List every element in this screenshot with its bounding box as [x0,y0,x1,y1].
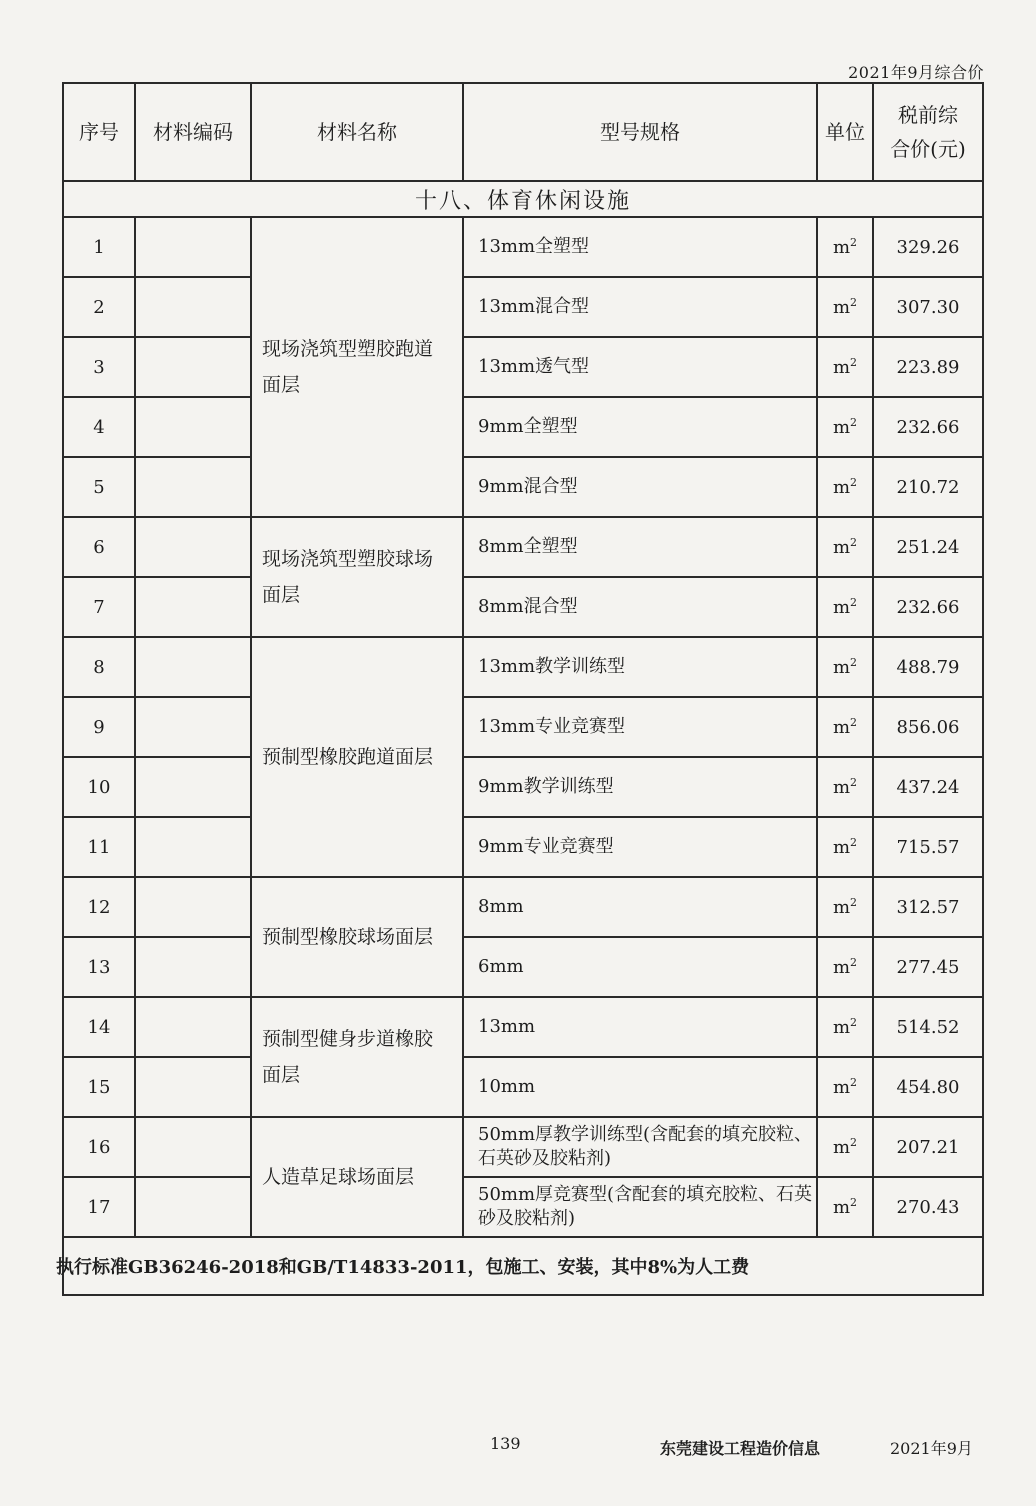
material-name-line2: 面层 [262,1064,301,1086]
row-seq: 12 [63,877,135,937]
unit-exponent: 2 [850,1136,858,1149]
row-spec: 13mm全塑型 [463,217,817,277]
row-material-code [135,1117,251,1177]
row-seq: 7 [63,577,135,637]
table-row [63,817,983,877]
row-seq: 13 [63,937,135,997]
col-header-price-line2: 合价(元) [890,137,966,161]
section-title-row [63,181,983,217]
row-unit [817,457,873,517]
unit-base: m [832,1137,851,1158]
note-row [63,1237,983,1295]
row-price: 207.21 [873,1117,983,1177]
unit-base: m [832,417,851,438]
row-spec: 8mm全塑型 [463,517,817,577]
unit-exponent: 2 [850,476,858,489]
unit-exponent: 2 [850,956,858,969]
row-seq: 2 [63,277,135,337]
row-material-code [135,1177,251,1237]
row-seq: 3 [63,337,135,397]
table-row [63,1117,983,1177]
row-unit [817,997,873,1057]
row-price: 856.06 [873,697,983,757]
standard-note: 执行标准GB36246-2018和GB/T14833-2011，包施工、安装，其中8%为人工费 [56,1257,750,1278]
footer-publication: 东莞建设工程造价信息 [660,1439,821,1458]
unit-base: m [832,297,851,318]
unit-base: m [832,537,851,558]
row-material-code [135,757,251,817]
row-material-name [251,877,463,997]
row-material-name [251,997,463,1117]
row-price: 454.80 [873,1057,983,1117]
row-price: 223.89 [873,337,983,397]
unit-base: m [832,657,851,678]
table-row [63,217,983,277]
row-unit [817,277,873,337]
material-name-line2: 面层 [262,374,301,396]
row-price: 210.72 [873,457,983,517]
row-price: 715.57 [873,817,983,877]
row-price: 277.45 [873,937,983,997]
table-row [63,577,983,637]
row-material-code [135,817,251,877]
table-row [63,457,983,517]
unit-exponent: 2 [850,656,858,669]
unit-base: m [832,1077,851,1098]
unit-base: m [832,477,851,498]
table-row [63,637,983,697]
row-seq: 11 [63,817,135,877]
unit-exponent: 2 [850,836,858,849]
row-material-name [251,637,463,877]
table-row [63,1177,983,1237]
row-material-code [135,517,251,577]
row-unit [817,397,873,457]
row-seq: 4 [63,397,135,457]
row-seq: 5 [63,457,135,517]
table-header-row [63,83,983,181]
unit-exponent: 2 [850,1196,858,1209]
unit-base: m [832,717,851,738]
row-spec: 9mm混合型 [463,457,817,517]
material-name-line1: 现场浇筑型塑胶跑道 [262,338,434,360]
table-row [63,1057,983,1117]
row-price: 232.66 [873,397,983,457]
table-row [63,997,983,1057]
unit-exponent: 2 [850,1076,858,1089]
material-name-line1: 预制型健身步道橡胶 [262,1028,434,1050]
unit-exponent: 2 [850,416,858,429]
unit-base: m [832,897,851,918]
row-material-code [135,1057,251,1117]
footer-date: 2021年9月 [890,1439,973,1458]
unit-exponent: 2 [850,536,858,549]
row-spec: 8mm [463,877,817,937]
unit-base: m [832,1197,851,1218]
col-header-spec: 型号规格 [463,83,817,181]
material-name-line1: 预制型橡胶跑道面层 [262,746,434,768]
row-unit [817,517,873,577]
row-spec: 8mm混合型 [463,577,817,637]
row-material-code [135,337,251,397]
unit-exponent: 2 [850,716,858,729]
row-spec: 13mm混合型 [463,277,817,337]
table-row [63,337,983,397]
row-price: 232.66 [873,577,983,637]
table-row [63,277,983,337]
row-unit [817,937,873,997]
row-unit [817,337,873,397]
table-row [63,517,983,577]
row-material-code [135,637,251,697]
row-price: 270.43 [873,1177,983,1237]
row-material-code [135,277,251,337]
unit-base: m [832,597,851,618]
unit-base: m [832,957,851,978]
row-unit [817,1057,873,1117]
row-spec: 9mm教学训练型 [463,757,817,817]
row-material-code [135,937,251,997]
row-unit [817,757,873,817]
row-spec: 13mm教学训练型 [463,637,817,697]
row-seq: 17 [63,1177,135,1237]
row-unit [817,217,873,277]
material-name-line2: 面层 [262,584,301,606]
col-header-price [873,83,983,181]
col-header-price-line1: 税前综 [898,103,958,127]
row-spec: 13mm专业竞赛型 [463,697,817,757]
section-title: 十八、体育休闲设施 [63,181,983,217]
unit-exponent: 2 [850,296,858,309]
row-spec: 9mm全塑型 [463,397,817,457]
table-row [63,697,983,757]
row-material-code [135,697,251,757]
unit-exponent: 2 [850,236,858,249]
row-seq: 14 [63,997,135,1057]
table-row [63,877,983,937]
row-spec: 6mm [463,937,817,997]
table-row [63,397,983,457]
row-price: 514.52 [873,997,983,1057]
material-name-line1: 人造草足球场面层 [262,1166,415,1188]
row-unit [817,877,873,937]
row-material-code [135,877,251,937]
row-seq: 16 [63,1117,135,1177]
unit-base: m [832,777,851,798]
row-spec: 13mm [463,997,817,1057]
row-material-code [135,457,251,517]
row-spec: 50mm厚教学训练型(含配套的填充胶粒、石英砂及胶粘剂) [463,1117,817,1177]
table-row [63,937,983,997]
table-row [63,757,983,817]
row-unit [817,1117,873,1177]
row-spec: 9mm专业竞赛型 [463,817,817,877]
row-price: 251.24 [873,517,983,577]
row-material-code [135,577,251,637]
row-seq: 8 [63,637,135,697]
row-seq: 9 [63,697,135,757]
row-material-code [135,997,251,1057]
row-material-code [135,217,251,277]
row-unit [817,1177,873,1237]
row-unit [817,817,873,877]
row-spec: 10mm [463,1057,817,1117]
row-material-code [135,397,251,457]
col-header-seq: 序号 [63,83,135,181]
row-price: 488.79 [873,637,983,697]
unit-base: m [832,237,851,258]
row-material-name [251,517,463,637]
col-header-code: 材料编码 [135,83,251,181]
row-seq: 15 [63,1057,135,1117]
unit-exponent: 2 [850,776,858,789]
row-unit [817,577,873,637]
price-table [56,82,984,1296]
row-spec: 13mm透气型 [463,337,817,397]
unit-exponent: 2 [850,1016,858,1029]
row-seq: 10 [63,757,135,817]
footer-page-number: 139 [490,1434,521,1453]
unit-base: m [832,357,851,378]
row-price: 307.30 [873,277,983,337]
page-header-date: 2021年9月综合价 [848,63,984,82]
row-unit [817,697,873,757]
unit-base: m [832,837,851,858]
row-unit [817,637,873,697]
row-price: 437.24 [873,757,983,817]
material-name-line1: 现场浇筑型塑胶球场 [262,548,434,570]
unit-exponent: 2 [850,896,858,909]
row-price: 329.26 [873,217,983,277]
row-seq: 6 [63,517,135,577]
row-seq: 1 [63,217,135,277]
row-price: 312.57 [873,877,983,937]
row-material-name [251,217,463,517]
col-header-unit: 单位 [817,83,873,181]
row-material-name [251,1117,463,1237]
col-header-name: 材料名称 [251,83,463,181]
row-spec: 50mm厚竞赛型(含配套的填充胶粒、石英砂及胶粘剂) [463,1177,817,1237]
note-cell [56,1237,983,1295]
unit-exponent: 2 [850,596,858,609]
material-name-line1: 预制型橡胶球场面层 [262,926,434,948]
unit-base: m [832,1017,851,1038]
unit-exponent: 2 [850,356,858,369]
